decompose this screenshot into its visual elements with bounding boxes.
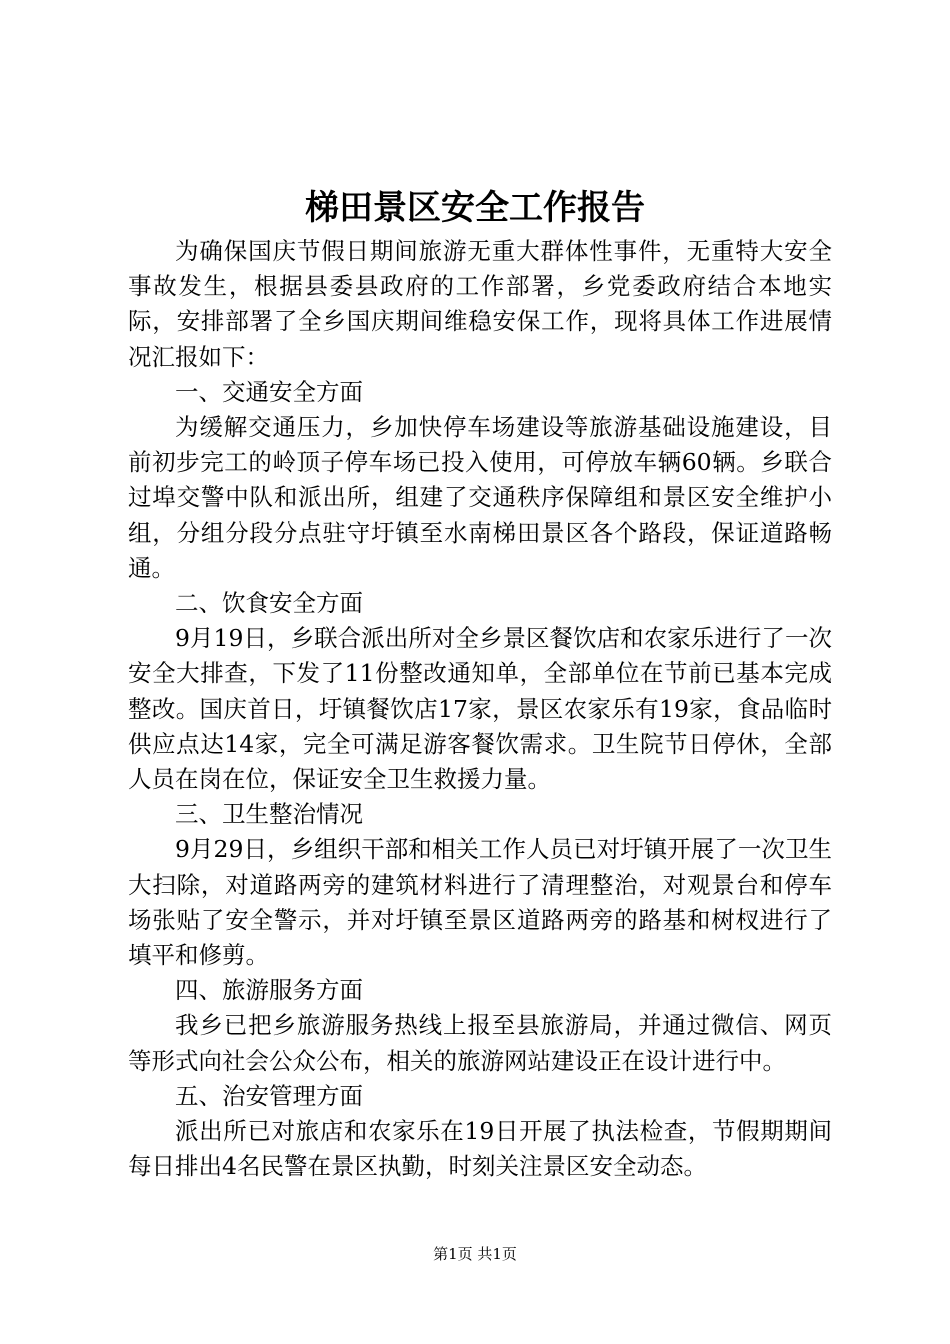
section-text-tourism: 我乡已把乡旅游服务热线上报至县旅游局，并通过微信、网页等形式向社会公众公布，相关的旅游网站建设正在设计进行中。 bbox=[128, 1011, 832, 1075]
section-heading-tourism: 四、旅游服务方面 bbox=[175, 976, 363, 1005]
section-text-food: 9月19日，乡联合派出所对全乡景区餐饮店和农家乐进行了一次安全大排查，下发了11份整改通知单，全部单位在节前已基本完成整改。国庆首日，圩镇餐饮店17家，景区农家乐有19家，食品临时供应点达14家，完全可满足游客餐饮需求。卫生院节日停休，全部人员在岗在位，保证安全卫生救援力量。 bbox=[128, 624, 832, 794]
document-title: 梯田景区安全工作报告 bbox=[305, 188, 645, 228]
section-heading-traffic: 一、交通安全方面 bbox=[175, 377, 363, 406]
section-text-sanitation: 9月29日，乡组织干部和相关工作人员已对圩镇开展了一次卫生大扫除，对道路两旁的建筑材料进行了清理整治，对观景台和停车场张贴了安全警示，并对圩镇至景区道路两旁的路基和树杈进行了填平和修剪。 bbox=[128, 835, 832, 970]
section-text-traffic: 为缓解交通压力，乡加快停车场建设等旅游基础设施建设，目前初步完工的岭顶子停车场已投入使用，可停放车辆60辆。乡联合过埠交警中队和派出所，组建了交通秩序保障组和景区安全维护小组，分组分段分点驻守圩镇至水南梯田景区各个路段，保证道路畅通。 bbox=[128, 413, 832, 582]
page-number-footer: 第1页 共1页 bbox=[433, 1245, 517, 1263]
section-heading-security: 五、治安管理方面 bbox=[175, 1081, 363, 1110]
section-text-security: 派出所已对旅店和农家乐在19日开展了执法检查，节假期期间每日排出4名民警在景区执勤，时刻关注景区安全动态。 bbox=[128, 1117, 832, 1181]
section-heading-food: 二、饮食安全方面 bbox=[175, 589, 363, 618]
intro-paragraph: 为确保国庆节假日期间旅游无重大群体性事件，无重特大安全事故发生，根据县委县政府的工作部署，乡党委政府结合本地实际，安排部署了全乡国庆期间维稳安保工作，现将具体工作进展情况汇报如下： bbox=[128, 237, 832, 371]
section-heading-sanitation: 三、卫生整治情况 bbox=[175, 800, 363, 829]
document-body bbox=[128, 234, 832, 1184]
